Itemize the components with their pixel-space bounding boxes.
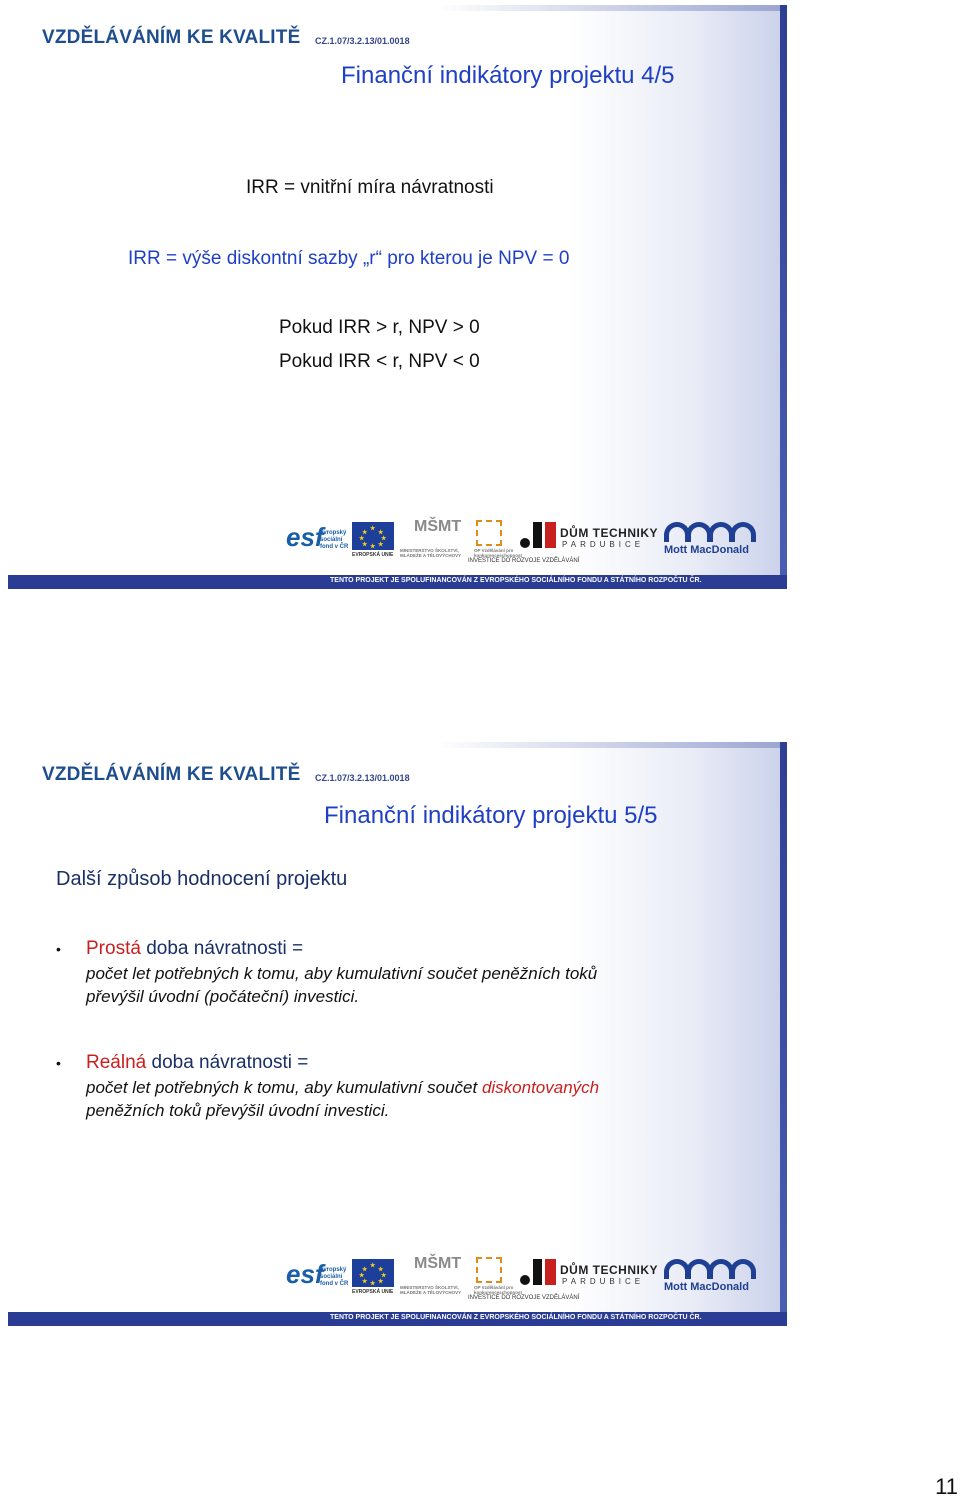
dum-logo-bar-icon [533,522,542,548]
right-edge-bar [780,742,787,1326]
partner-logos [282,518,762,566]
eu-flag-icon: ★ ★ ★ ★ ★ ★ ★ ★ [352,522,394,550]
dum-logo-dot-icon [520,1275,530,1285]
op-logo-icon [476,520,502,546]
irr-condition-less: Pokud IRR < r, NPV < 0 [279,351,480,372]
dum-logo-line1: DŮM TECHNIKY [560,526,658,540]
highlight-real: Reálná [86,1052,147,1073]
dum-logo-red-bar-icon [545,1259,556,1285]
right-edge-bar [780,5,787,589]
op-logo-text: OP Vzdělávání pro konkurenceschopnost [474,548,523,558]
esf-logo-text: evropský sociální fond v ČR [320,1267,349,1287]
header-title: VZDĚLÁVÁNÍM KE KVALITĚ [42,764,301,785]
mott-logo-text: Mott MacDonald [664,544,749,556]
msmt-logo-text: MINISTERSTVO ŠKOLSTVÍ, MLÁDEŽE A TĚLOVÝCHOVY [400,1285,462,1295]
msmt-logo: MŠMT [414,518,462,535]
slide-5-of-5 [8,742,787,1326]
bullet-icon: • [56,1055,61,1071]
esf-logo-text: evropský sociální fond v ČR [320,530,349,550]
bullet-heading-simple [86,938,303,960]
page-number: 11 [935,1474,958,1499]
eu-flag-icon: ★ ★ ★ ★ ★ ★ ★ ★ [352,1259,394,1287]
footer-bar [8,575,787,589]
eu-logo-text: EVROPSKÁ UNIE [352,552,394,558]
slide-title: Finanční indikátory projektu 5/5 [324,802,658,829]
footer-bar [8,1312,787,1326]
bullet-icon: • [56,941,61,957]
footer-text: TENTO PROJEKT JE SPOLUFINANCOVÁN Z EVROPSKÉHO SOCIÁLNÍHO FONDU A STÁTNÍHO ROZPOČTU ČR. [330,1314,702,1321]
partner-logos [282,1255,762,1303]
bullet-text-line1: počet let potřebných k tomu, aby kumulativní součet peněžních toků [86,964,598,983]
top-strip [8,5,787,11]
eu-logo-text: EVROPSKÁ UNIE [352,1289,394,1295]
mott-logo-icon [664,1255,764,1281]
top-strip [8,742,787,748]
msmt-logo: MŠMT [414,1255,462,1272]
dum-logo-line2: PARDUBICE [562,1277,645,1286]
bullet-text-line2: peněžních toků převýšil úvodní investici. [86,1101,390,1120]
dum-logo-red-bar-icon [545,522,556,548]
dum-logo-line2: PARDUBICE [562,540,645,549]
footer-text: TENTO PROJEKT JE SPOLUFINANCOVÁN Z EVROPSKÉHO SOCIÁLNÍHO FONDU A STÁTNÍHO ROZPOČTU ČR. [330,577,702,584]
msmt-logo-text: MINISTERSTVO ŠKOLSTVÍ, MLÁDEŽE A TĚLOVÝCHOVY [400,548,462,558]
slide-4-of-5 [8,5,787,589]
op-logo-text: OP Vzdělávání pro konkurenceschopnost [474,1285,523,1295]
project-code: CZ.1.07/3.2.13/01.0018 [315,773,410,783]
mott-logo-text: Mott MacDonald [664,1281,749,1293]
dum-logo-line1: DŮM TECHNIKY [560,1263,658,1277]
heading-rest: doba návratnosti = [146,1052,309,1073]
bullet-heading-real [86,1052,308,1074]
invest-text: INVESTICE DO ROZVOJE VZDĚLÁVÁNÍ [468,1295,580,1301]
esf-logo: esf [286,1259,324,1289]
text-part: počet let potřebných k tomu, aby kumulativní součet [86,1078,482,1097]
bullet-text-line1 [86,1078,599,1098]
esf-logo: esf [286,522,324,552]
invest-text: INVESTICE DO ROZVOJE VZDĚLÁVÁNÍ [468,558,580,564]
bullet-text-line2: převýšil úvodní (počáteční) investici. [86,987,360,1006]
slide-subtitle: Další způsob hodnocení projektu [56,868,348,890]
header-title: VZDĚLÁVÁNÍM KE KVALITĚ [42,27,301,48]
highlight-discounted: diskontovaných [481,1078,600,1097]
irr-condition-greater: Pokud IRR > r, NPV > 0 [279,317,480,338]
highlight-simple: Prostá [86,938,141,959]
slide-title: Finanční indikátory projektu 4/5 [341,62,675,89]
dum-logo-bar-icon [533,1259,542,1285]
dum-logo-dot-icon [520,538,530,548]
op-logo-icon [476,1257,502,1283]
heading-rest: doba návratnosti = [140,938,304,959]
project-code: CZ.1.07/3.2.13/01.0018 [315,36,410,46]
irr-formula: IRR = výše diskontní sazby „r“ pro kterou je NPV = 0 [128,248,570,269]
irr-definition: IRR = vnitřní míra návratnosti [246,177,494,198]
mott-logo-icon [664,518,764,544]
